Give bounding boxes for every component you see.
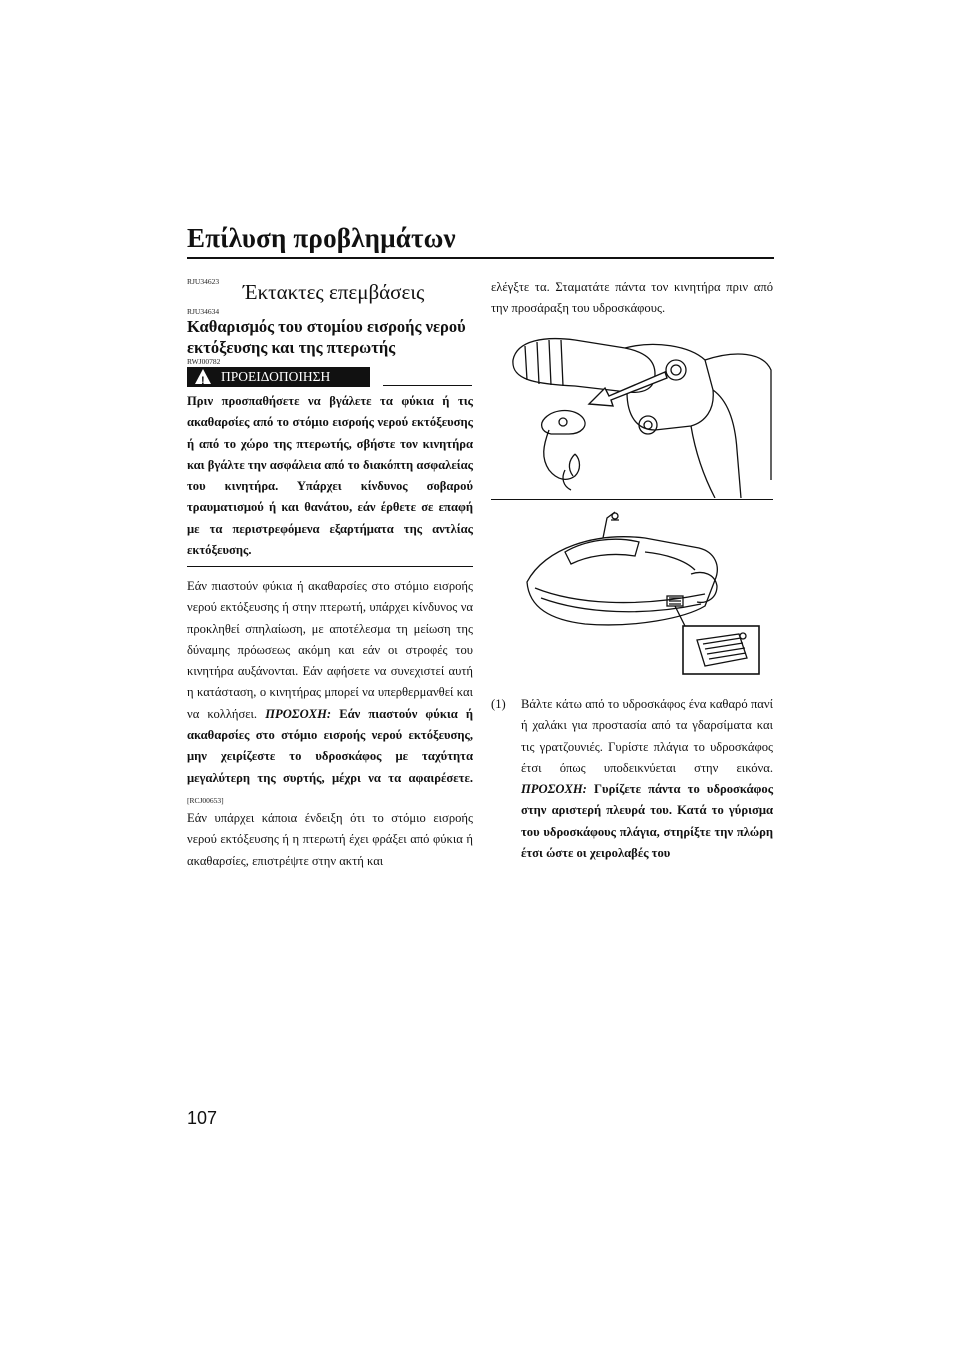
page-number: 107 <box>187 1108 218 1128</box>
watercraft-on-side-figure <box>515 508 765 676</box>
warning-label: ΠΡΟΕΙΔΟΠΟΙΗΣΗ <box>221 369 331 384</box>
page-title: Επίλυση προβλημάτων <box>187 223 456 253</box>
step-1-text: Βάλτε κάτω από το υδροσκάφος ένα καθαρό πανί ή χαλάκι για προστασία από τα γδαρσίματα και τις γρατζουνιές. Γυρίστε πλάγια το υδροσκάφος έτσι όπως υποδεικνύεται στην εικόνα. <box>521 697 773 775</box>
caution-code: [RCJ00653] <box>187 795 224 805</box>
body-paragraph-2: Εάν υπάρχει κάποια ένδειξη ότι το στόμιο εισροής νερού εκτόξευσης ή η πτερωτή έχει φράξει από φύκια ή ακαθαρσίες, επιστρέψτε στην ακτή και <box>187 811 473 868</box>
paragraph-1-text: Εάν πιαστούν φύκια ή ακαθαρσίες στο στόμιο εισροής νερού εκτόξευσης ή στην πτερωτή, υπάρχει κίνδυνος να προκληθεί σπηλαίωση, με αποτέλεσμα τη μείωση της δύναμης πρόωσεως ακόμη και εάν οι στροφές του κινητήρα αυξάνονται. Εάν αφήσετε να συνεχιστεί αυτή η κατάσταση, ο κινητήρας μπορεί να υπερθερμανθεί και να κολλήσει. <box>187 579 473 721</box>
warning-bottom-rule <box>187 566 473 567</box>
step-1 <box>491 694 773 864</box>
warning-text: Πριν προσπαθήσετε να βγάλετε τα φύκια ή τις ακαθαρσίες από το στόμιο εισροής νερού εκτόξευσης ή από το χώρο της πτερωτής, σβήστε τον κινητήρα και βγάλτε την ασφάλεια από το διακόπτη ασφαλείας του κινητήρα. Υπάρχει κίνδυνος σοβαρού τραυματισμού ή και θανάτου, εάν έρθετε σε επαφή με τα περιστρεφόμενα εξαρτήματα της αντλίας εκτόξευσης. <box>187 394 473 558</box>
subsection-code: RJU34634 <box>187 307 220 316</box>
step-1-caution-label: ΠΡΟΣΟΧΗ: <box>521 782 587 797</box>
warning-code: RWJ00782 <box>187 357 221 366</box>
step-1-body <box>521 694 773 864</box>
caution-text: Εάν πιαστούν φύκια ή ακαθαρσίες στο στόμιο εισροής νερού εκτόξευσης, μην χειρίζεστε το υδροσκάφος με ταχύτητα μεγαλύτερη της συρτής, μέχρι να τα αφαιρέσετε. <box>187 706 474 785</box>
body-paragraph-2-continued: ελέγξτε τα. Σταματάτε πάντα τον κινητήρα πριν από την προσάραξη του υδροσκάφους. <box>491 280 773 316</box>
caution-label: ΠΡΟΣΟΧΗ: <box>265 706 332 721</box>
body-paragraph-1 <box>187 576 473 811</box>
step-1-caution-text: Γυρίζετε πάντα το υδροσκάφος στην αριστερή πλευρά του. Κατά το γύρισμα του υδροσκάφους πλάγια, στηρίξτε την πλώρη έτσι ώστε οι χειρολαβές του <box>521 782 774 861</box>
warning-badge <box>187 367 370 387</box>
title-divider <box>187 257 774 259</box>
warning-top-rule <box>383 385 472 386</box>
section-title: Έκτακτες επεμβάσεις <box>243 280 425 304</box>
engine-shutoff-figure <box>505 330 773 498</box>
step-1-number: (1) <box>491 697 506 711</box>
exclamation-icon: ! <box>201 375 205 387</box>
figure-divider <box>491 499 773 500</box>
section-code: RJU34623 <box>187 277 220 286</box>
subsection-title: Καθαρισμός του στομίου εισροής νερού εκτόξευσης και της πτερωτής <box>187 317 466 357</box>
